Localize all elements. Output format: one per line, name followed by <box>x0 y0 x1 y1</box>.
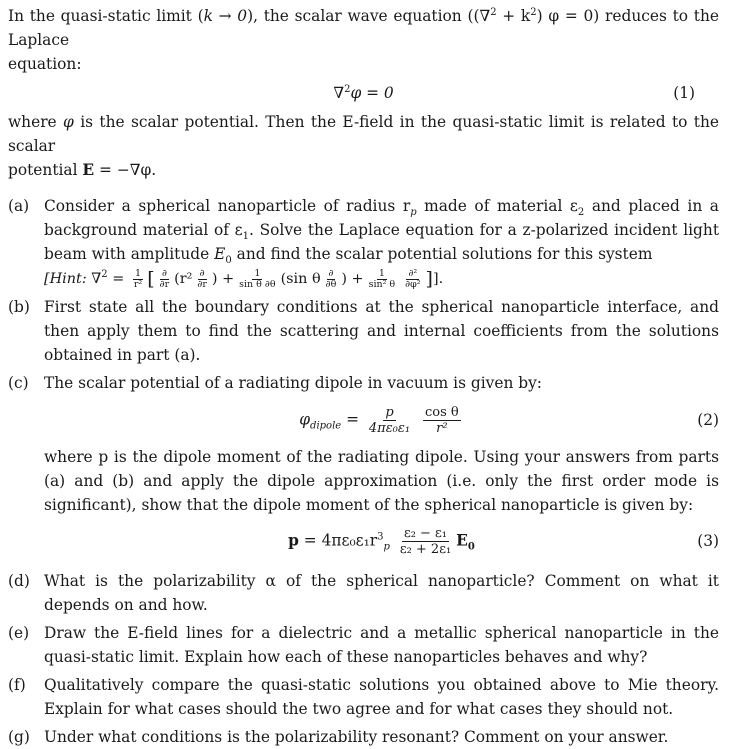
potential-text-1a: where <box>8 113 64 131</box>
qa-text-2: material of ε <box>142 221 243 239</box>
eq3-E: E <box>456 531 468 549</box>
intro-text-1c: + k <box>496 7 531 25</box>
question-f-text: Qualitatively compare the quasi-static solutions you obtained above to Mie theory. Explain for what cases should the two agree and for what cases they should not. <box>44 676 719 718</box>
qa-sub-2: 2 <box>577 207 585 219</box>
hint-f7-num: ∂² <box>408 267 418 279</box>
question-g-text: Under what conditions is the polarizability resonant? Comment on your answer. <box>44 728 669 746</box>
qa-text-2b: . Solve the Laplace equation for a z-polarized incident light beam with amplitude <box>44 221 719 263</box>
question-d-text: What is the polarizability α of the spherical nanoparticle? Comment on what it depends on and how. <box>44 572 719 614</box>
question-d-label: (d) <box>8 572 30 590</box>
eq3-sup: 3 <box>377 530 384 542</box>
hint-f1-den: r² <box>133 278 143 290</box>
hint-f6-num: 1 <box>378 267 385 279</box>
hint-f5-den: ∂θ <box>325 278 337 290</box>
question-e <box>8 621 719 669</box>
eq3-sub: p <box>383 541 390 553</box>
question-f-label: (f) <box>8 676 26 694</box>
hint-end: ]. <box>432 271 444 287</box>
intro-paragraph: In the quasi-static limit (k → 0), the scalar wave equation ($(\nabla^2 + k^2)$ φ = 0) reduces to the Laplace equation: <box>8 6 719 73</box>
hint-f3-num: ∂ <box>199 267 205 279</box>
equation-1: ∇$^2$φ = 0 (1) <box>8 76 719 110</box>
question-b-label: (b) <box>8 298 30 316</box>
hint-eq: = <box>107 271 129 287</box>
question-c-text: The scalar potential of a radiating dipole in vacuum is given by: <box>44 374 542 392</box>
question-c-after: where p is the dipole moment of the radiating dipole. Using your answers from parts (a) and (b) and apply the dipole approximation (i.e. only the first order mode is significant), show that the dipole moment of the spherical nanoparticle is given by: <box>44 448 719 514</box>
eq2-num2: cos θ <box>424 404 459 420</box>
qa-sub-0: 0 <box>225 255 232 267</box>
hint-r2: (r² <box>174 271 193 287</box>
question-f <box>8 673 719 721</box>
intro-text-1b: ), the scalar wave equation ((∇ <box>247 7 491 25</box>
question-b <box>8 295 719 367</box>
hint-laplacian: [Hint: ∇$^2$ = $\frac{1}{\text{r²}}$ [ $\frac{\partial}{\partial r}$ (r² $\frac{\partial}{\partial r}$ ) + $\frac{1}{\text{sin θ ∂θ}}$ (sin θ $\frac{\partial}{\partial\theta}$ ) + $\frac{1}{\text{sin² θ}}$ $\frac{\text{∂²}}{\text{∂φ²}}$ ]]. <box>44 267 444 290</box>
hint-sin: (sin θ <box>280 271 321 287</box>
question-a <box>8 194 719 291</box>
hint-text-a: [Hint: ∇ <box>44 271 102 287</box>
hint-f4-num: 1 <box>254 267 261 279</box>
equation-3 <box>44 517 719 565</box>
eq3-den: ε₂ + 2ε₁ <box>399 541 452 557</box>
eq2-phi: φ <box>299 410 311 428</box>
question-c-label: (c) <box>8 374 29 392</box>
qa-E0: E <box>214 245 226 263</box>
qa-text-1c: and placed in a background <box>44 197 719 239</box>
intro-text-1a: In the quasi-static limit ( <box>8 7 204 25</box>
eq2-phi-sub: dipole <box>310 420 342 432</box>
qa-text-1: Consider a spherical nanoparticle of radius r <box>44 197 411 215</box>
hint-f4-den: sin θ ∂θ <box>239 278 276 290</box>
question-g <box>8 725 719 749</box>
hint-f2-den: ∂r <box>159 278 170 290</box>
intro-k-limit: k → 0 <box>203 7 248 25</box>
potential-text-1b: is the scalar potential. Then the E-field in the quasi-static limit is related to the scalar <box>8 113 720 155</box>
eq1-number: (1) <box>673 84 695 102</box>
eq3-p: p <box>288 531 299 549</box>
question-d <box>8 569 719 617</box>
qa-text-1b: made of material ε <box>416 197 578 215</box>
equation-2: $\varphi_{dipole}$ = $\frac{p}{\text{4πε₀ε₁}}$ $\frac{\text{cos θ}}{\text{r²}}$ (2) <box>299 404 719 436</box>
eq2-number: (2) <box>697 411 719 429</box>
question-b-text: First state all the boundary conditions at the spherical nanoparticle interface, and then apply them to find the scattering and internal coefficients from the solutions obtained in part (a). <box>44 298 719 364</box>
question-a-label: (a) <box>8 197 30 215</box>
hint-f1-num: 1 <box>135 267 142 279</box>
hint-close1: ) + <box>211 271 235 287</box>
hint-close2: ) + <box>341 271 364 287</box>
intro-text-1d: ) φ = 0) reduces to the Laplace <box>8 7 719 49</box>
hint-f7-den: ∂φ² <box>405 278 421 290</box>
eq3-E-sub: 0 <box>467 541 475 553</box>
eq3-mid: = 4πε₀ε₁r <box>298 531 378 549</box>
eq2-num1: p <box>385 404 394 420</box>
eq2-den1: 4πε₀ε₁ <box>368 420 411 436</box>
question-g-label: (g) <box>8 728 30 746</box>
potential-text-2b: = −∇φ. <box>94 161 157 179</box>
eq1-rhs: φ = 0 <box>350 84 394 102</box>
hint-f6-den: sin² θ <box>368 278 396 290</box>
qa-sub-p: p <box>410 207 417 219</box>
qa-sub-1: 1 <box>242 231 250 243</box>
hint-f5-num: ∂ <box>328 267 334 279</box>
potential-phi: φ <box>63 113 74 131</box>
hint-f3-den: ∂r <box>197 278 207 290</box>
potential-paragraph <box>8 110 719 182</box>
question-e-text: Draw the E-field lines for a dielectric and a metallic spherical nanoparticle in the quasi-static limit. Explain how each of these nanoparticles behaves and why? <box>44 624 719 666</box>
potential-text-2a: potential <box>8 161 83 179</box>
eq2-den2: r² <box>436 420 448 436</box>
potential-E: E <box>82 161 95 179</box>
qa-text-3b: and find the scalar potential solutions for this system <box>231 245 653 263</box>
question-e-label: (e) <box>8 624 30 642</box>
question-c <box>8 371 719 565</box>
eq3-num: ε₂ − ε₁ <box>403 525 448 541</box>
eq1-lhs: ∇ <box>333 84 345 102</box>
hint-f2-num: ∂ <box>161 267 167 279</box>
intro-text-2: equation: <box>8 55 82 73</box>
eq3-number: (3) <box>697 532 719 550</box>
